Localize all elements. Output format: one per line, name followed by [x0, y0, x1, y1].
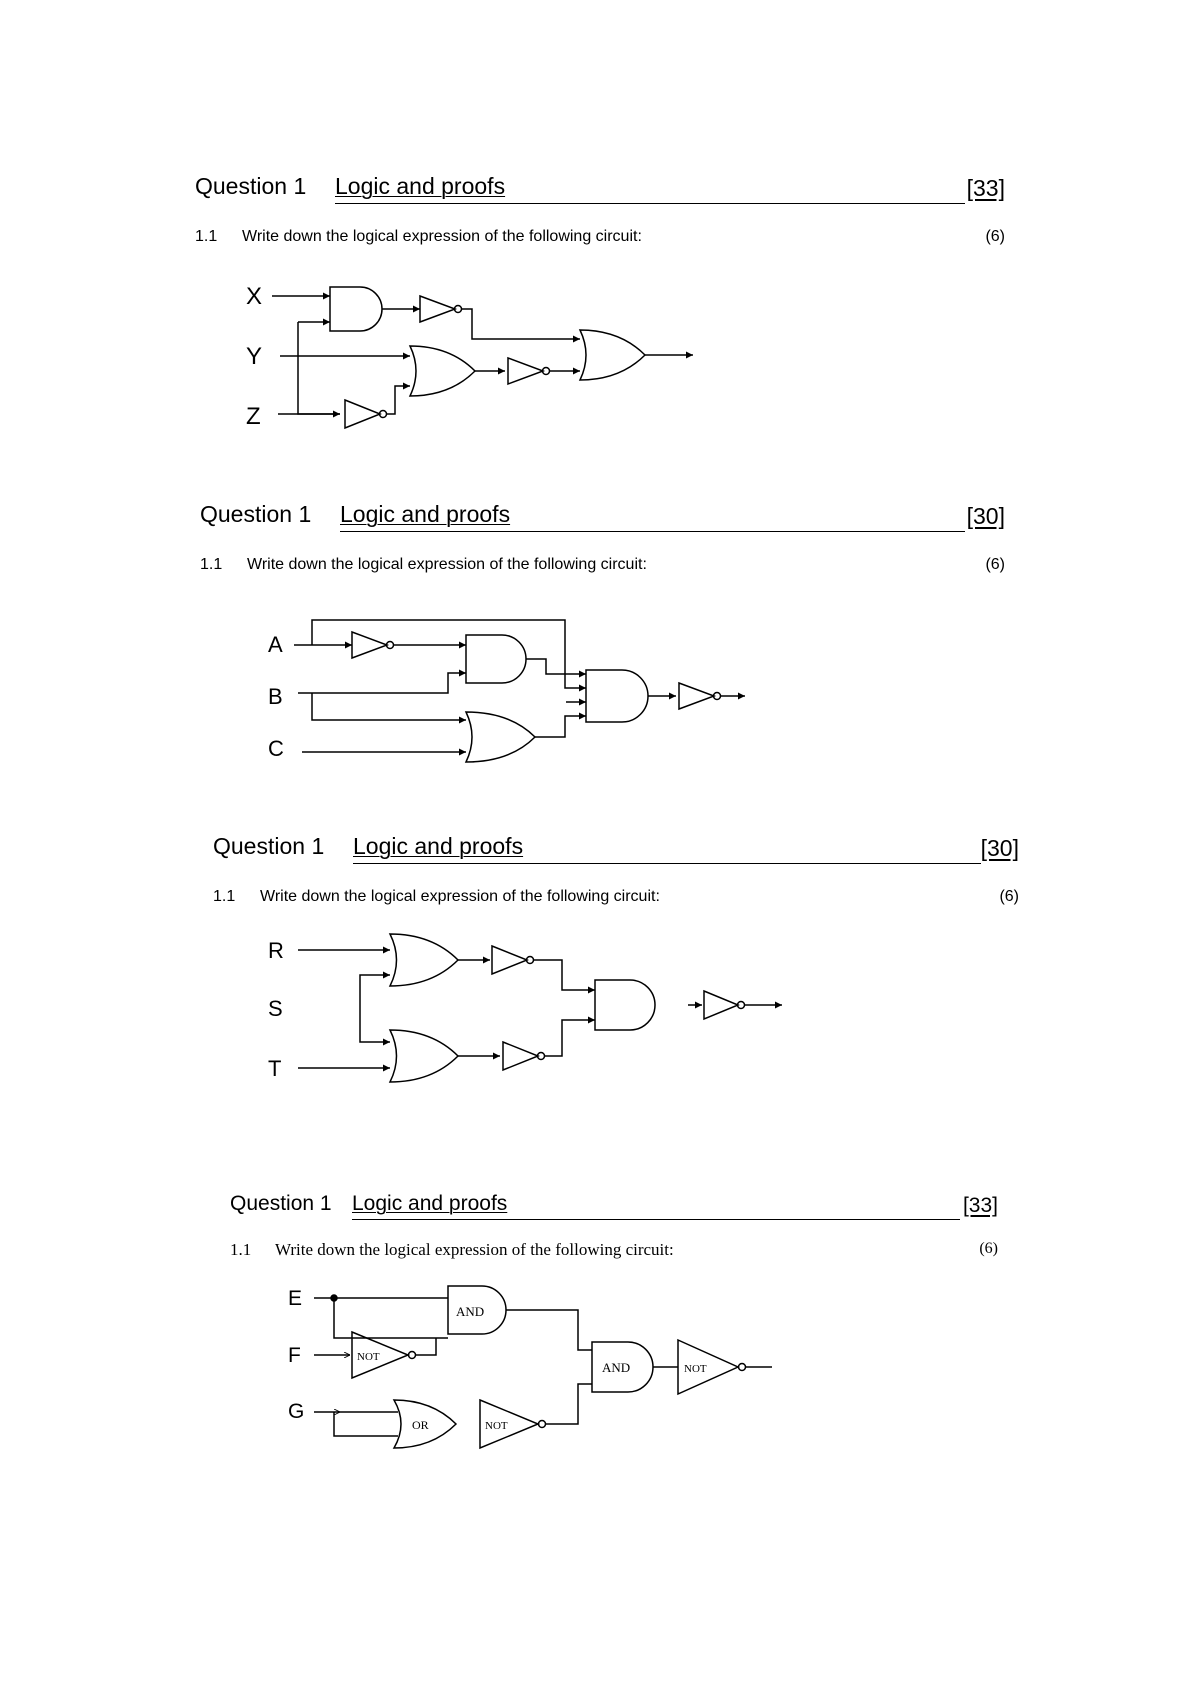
sub-question-text: Write down the logical expression of the following circuit: — [260, 888, 660, 905]
sub-question-marks: (6) — [979, 1240, 998, 1257]
input-label: Z — [246, 403, 261, 430]
question-number: Question 1 — [230, 1192, 332, 1215]
sub-question-marks: (6) — [985, 556, 1005, 573]
sub-question-text: Write down the logical expression of the following circuit: — [242, 228, 642, 245]
input-label: B — [268, 684, 283, 709]
question-marks: [33] — [962, 1194, 998, 1217]
sub-question-number: 1.1 — [200, 556, 223, 573]
gate-label: NOT — [684, 1363, 707, 1375]
sub-question-number: 1.1 — [213, 888, 236, 905]
input-label: X — [246, 283, 263, 310]
input-label: F — [288, 1344, 301, 1367]
sub-question-marks: (6) — [985, 228, 1005, 245]
input-label: R — [268, 938, 284, 963]
input-label: A — [268, 632, 283, 657]
question-topic: Logic and proofs — [340, 500, 965, 532]
question-marks: [30] — [966, 503, 1005, 529]
input-label: T — [268, 1056, 282, 1081]
sub-question-text: Write down the logical expression of the following circuit: — [247, 556, 647, 573]
input-label: S — [268, 996, 283, 1021]
gate-label: OR — [412, 1418, 429, 1432]
input-label: C — [268, 736, 284, 761]
gate-label: AND — [602, 1360, 631, 1375]
sub-question-number: 1.1 — [230, 1240, 252, 1259]
sub-question-text: Write down the logical expression of the following circuit: — [275, 1240, 674, 1259]
input-label: Y — [246, 343, 263, 370]
question-topic: Logic and proofs — [353, 832, 981, 864]
question-topic: Logic and proofs — [352, 1188, 960, 1220]
input-label: G — [288, 1400, 305, 1423]
gate-label: NOT — [357, 1351, 380, 1363]
question-number: Question 1 — [195, 173, 307, 199]
sub-question-marks: (6) — [999, 888, 1019, 905]
question-topic: Logic and proofs — [335, 172, 965, 204]
question-marks: [33] — [966, 175, 1005, 201]
sub-question-number: 1.1 — [195, 228, 218, 245]
gate-label: AND — [456, 1304, 485, 1319]
question-number: Question 1 — [213, 833, 325, 859]
question-number: Question 1 — [200, 501, 312, 527]
input-label: E — [288, 1287, 303, 1310]
gate-label: NOT — [485, 1420, 508, 1432]
question-marks: [30] — [980, 835, 1019, 861]
